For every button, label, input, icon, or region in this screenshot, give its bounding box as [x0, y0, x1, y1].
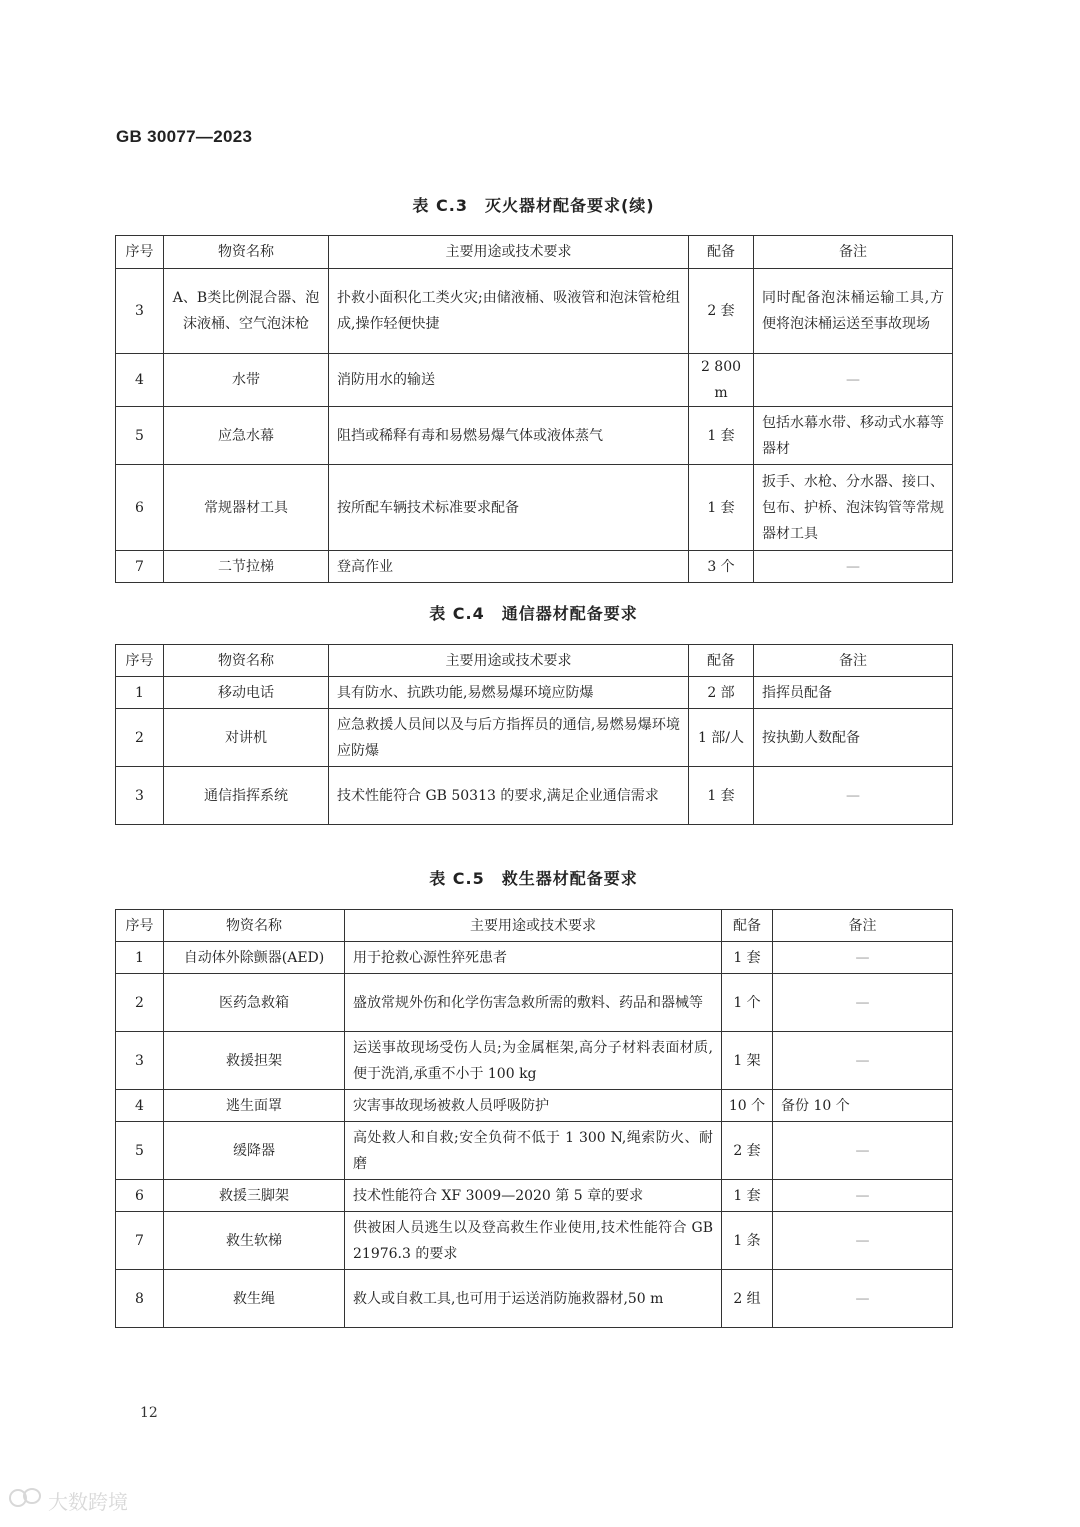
cell-remarks: 备份 10 个: [773, 1090, 953, 1122]
col-header-name: 物资名称: [164, 910, 345, 942]
cell-quantity: 2 套: [722, 1122, 773, 1180]
cell-quantity: 2 套: [689, 269, 754, 354]
table-c5-caption: 表 C.5 救生器材配备要求: [429, 869, 638, 888]
cell-index: 8: [116, 1270, 164, 1328]
cell-remarks: —: [754, 551, 953, 583]
cell-remarks: —: [773, 974, 953, 1032]
cell-remarks: —: [773, 1032, 953, 1090]
table-row: [116, 974, 953, 1032]
watermark-logo-icon: [8, 1487, 44, 1515]
cell-quantity: 1 部/人: [689, 709, 754, 767]
cell-remarks: 扳手、水枪、分水器、接口、包布、护桥、泡沫钩管等常规器材工具: [754, 465, 953, 551]
cell-remarks: —: [773, 1212, 953, 1270]
cell-index: 1: [116, 942, 164, 974]
cell-name: 缓降器: [164, 1122, 345, 1180]
table-row: [116, 354, 953, 407]
table-row: [116, 1270, 953, 1328]
cell-name: 逃生面罩: [164, 1090, 345, 1122]
cell-remarks: —: [754, 767, 953, 825]
cell-index: 6: [116, 1180, 164, 1212]
cell-remarks: 包括水幕水带、移动式水幕等器材: [754, 407, 953, 465]
cell-index: 1: [116, 677, 164, 709]
cell-index: 3: [116, 269, 164, 354]
col-header-index: 序号: [116, 236, 164, 269]
page-number: 12: [140, 1405, 158, 1421]
table-row: [116, 269, 953, 354]
table-row: [116, 1180, 953, 1212]
cell-usage: 供被困人员逃生以及登高救生作业使用,技术性能符合 GB 21976.3 的要求: [345, 1212, 722, 1270]
col-header-quantity: 配备: [722, 910, 773, 942]
table-row: [116, 1122, 953, 1180]
cell-index: 3: [116, 1032, 164, 1090]
cell-quantity: 1 架: [722, 1032, 773, 1090]
cell-remarks: —: [754, 354, 953, 407]
cell-name: 水带: [164, 354, 329, 407]
cell-quantity: 1 条: [722, 1212, 773, 1270]
cell-usage: 高处救人和自救;安全负荷不低于 1 300 N,绳索防火、耐磨: [345, 1122, 722, 1180]
col-header-index: 序号: [116, 645, 164, 677]
col-header-quantity: 配备: [689, 645, 754, 677]
cell-quantity: 10 个: [722, 1090, 773, 1122]
cell-usage: 灾害事故现场被救人员呼吸防护: [345, 1090, 722, 1122]
table-row: [116, 551, 953, 583]
cell-name: 救生软梯: [164, 1212, 345, 1270]
cell-quantity: 2 组: [722, 1270, 773, 1328]
cell-usage: 救人或自救工具,也可用于运送消防施救器材,50 m: [345, 1270, 722, 1328]
table-row: [116, 942, 953, 974]
cell-quantity: 1 套: [722, 1180, 773, 1212]
table-c4: [115, 644, 953, 825]
table-header-row: [116, 910, 953, 942]
table-c4-caption: 表 C.4 通信器材配备要求: [429, 604, 638, 623]
cell-usage: 应急救援人员间以及与后方指挥员的通信,易燃易爆环境应防爆: [329, 709, 689, 767]
cell-remarks: —: [773, 942, 953, 974]
cell-remarks: —: [773, 1122, 953, 1180]
col-header-index: 序号: [116, 910, 164, 942]
table-c3: [115, 235, 953, 583]
cell-remarks: 按执勤人数配备: [754, 709, 953, 767]
cell-name: A、B类比例混合器、泡沫液桶、空气泡沫枪: [164, 269, 329, 354]
cell-index: 4: [116, 1090, 164, 1122]
cell-usage: 消防用水的输送: [329, 354, 689, 407]
cell-index: 3: [116, 767, 164, 825]
cell-index: 2: [116, 709, 164, 767]
cell-index: 2: [116, 974, 164, 1032]
cell-quantity: 1 个: [722, 974, 773, 1032]
col-header-name: 物资名称: [164, 645, 329, 677]
cell-usage: 登高作业: [329, 551, 689, 583]
cell-name: 自动体外除颤器(AED): [164, 942, 345, 974]
cell-quantity: 2 部: [689, 677, 754, 709]
cell-name: 常规器材工具: [164, 465, 329, 551]
col-header-usage: 主要用途或技术要求: [345, 910, 722, 942]
cell-name: 救生绳: [164, 1270, 345, 1328]
cell-quantity: 1 套: [689, 767, 754, 825]
cell-usage: 盛放常规外伤和化学伤害急救所需的敷料、药品和器械等: [345, 974, 722, 1032]
col-header-name: 物资名称: [164, 236, 329, 269]
cell-quantity: 1 套: [722, 942, 773, 974]
table-row: [116, 1032, 953, 1090]
cell-remarks: 指挥员配备: [754, 677, 953, 709]
cell-index: 7: [116, 1212, 164, 1270]
cell-usage: 按所配车辆技术标准要求配备: [329, 465, 689, 551]
cell-quantity: 3 个: [689, 551, 754, 583]
table-c5: [115, 909, 953, 1328]
table-row: [116, 1090, 953, 1122]
cell-name: 救援担架: [164, 1032, 345, 1090]
col-header-remarks: 备注: [754, 236, 953, 269]
cell-name: 二节拉梯: [164, 551, 329, 583]
table-c3-caption: 表 C.3 灭火器材配备要求(续): [412, 196, 655, 215]
cell-usage: 技术性能符合 GB 50313 的要求,满足企业通信需求: [329, 767, 689, 825]
watermark: [8, 1486, 128, 1515]
table-row: [116, 465, 953, 551]
cell-index: 5: [116, 407, 164, 465]
table-row: [116, 767, 953, 825]
cell-index: 4: [116, 354, 164, 407]
table-row: [116, 709, 953, 767]
col-header-usage: 主要用途或技术要求: [329, 236, 689, 269]
col-header-usage: 主要用途或技术要求: [329, 645, 689, 677]
cell-index: 5: [116, 1122, 164, 1180]
cell-name: 医药急救箱: [164, 974, 345, 1032]
document-standard-number: GB 30077—2023: [116, 127, 253, 146]
cell-usage: 用于抢救心源性猝死患者: [345, 942, 722, 974]
cell-name: 应急水幕: [164, 407, 329, 465]
cell-usage: 阻挡或稀释有毒和易燃易爆气体或液体蒸气: [329, 407, 689, 465]
cell-name: 通信指挥系统: [164, 767, 329, 825]
cell-quantity: 1 套: [689, 465, 754, 551]
cell-name: 移动电话: [164, 677, 329, 709]
cell-quantity: 2 800 m: [689, 354, 754, 407]
cell-remarks: —: [773, 1270, 953, 1328]
cell-name: 救援三脚架: [164, 1180, 345, 1212]
cell-usage: 具有防水、抗跌功能,易燃易爆环境应防爆: [329, 677, 689, 709]
col-header-remarks: 备注: [773, 910, 953, 942]
col-header-quantity: 配备: [689, 236, 754, 269]
cell-index: 6: [116, 465, 164, 551]
cell-remarks: —: [773, 1180, 953, 1212]
table-row: [116, 677, 953, 709]
table-row: [116, 1212, 953, 1270]
cell-usage: 技术性能符合 XF 3009—2020 第 5 章的要求: [345, 1180, 722, 1212]
table-header-row: [116, 236, 953, 269]
table-row: [116, 407, 953, 465]
cell-quantity: 1 套: [689, 407, 754, 465]
cell-remarks: 同时配备泡沫桶运输工具,方便将泡沫桶运送至事故现场: [754, 269, 953, 354]
watermark-text: 大数跨境: [48, 1490, 128, 1514]
col-header-remarks: 备注: [754, 645, 953, 677]
cell-usage: 运送事故现场受伤人员;为金属框架,高分子材料表面材质,便于洗消,承重不小于 100 kg: [345, 1032, 722, 1090]
cell-name: 对讲机: [164, 709, 329, 767]
table-header-row: [116, 645, 953, 677]
cell-usage: 扑救小面积化工类火灾;由储液桶、吸液管和泡沫管枪组成,操作轻便快捷: [329, 269, 689, 354]
cell-index: 7: [116, 551, 164, 583]
